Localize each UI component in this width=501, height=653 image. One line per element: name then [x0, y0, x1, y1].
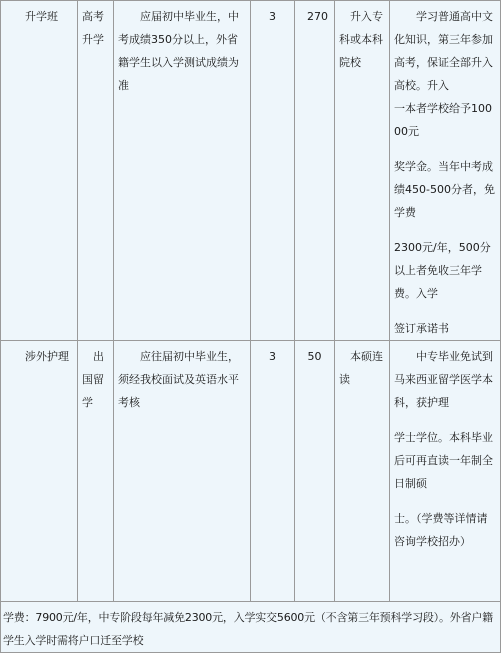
- note-line: 中专毕业免试到马来西亚留学医学本科，获护理: [394, 350, 493, 409]
- note-line: 2300元/年，500分以上者免收三年学费。入学: [394, 241, 491, 300]
- tuition-footer: 学费：7900元/年，中专阶段每年减免2300元，入学实交5600元（不含第三年预科学习段）。外省户籍学生入学时需将户口迁至学校: [1, 602, 501, 653]
- note-line: 学习普通高中文化知识，第三年参加高考，保证全部升入高校。升入: [394, 10, 493, 92]
- program-quota: 50: [295, 341, 335, 602]
- program-note: [390, 1, 501, 341]
- program-quota: 270: [295, 1, 335, 341]
- note-line: 后可再直读一年制全日制硕: [394, 454, 493, 490]
- program-requirement: 应往届初中毕业生，须经我校面试及英语水平考核: [114, 341, 251, 602]
- program-years: 3: [251, 1, 295, 341]
- note-line: 一本者学校给予10000元: [394, 102, 492, 138]
- program-note: [390, 341, 501, 602]
- program-name: 升学班: [1, 1, 78, 341]
- program-years: 3: [251, 341, 295, 602]
- table-row: [1, 1, 501, 341]
- note-line: 学士学位。本科毕业: [394, 431, 493, 444]
- program-level: 升入专科或本科院校: [335, 1, 390, 341]
- note-line: 士。（学费等详情请咨询学校招办）: [394, 512, 488, 548]
- table-row: [1, 602, 501, 653]
- note-line: 奖学金。当年中考成绩450-500分者，免学费: [394, 160, 495, 219]
- program-type: 高考升学: [78, 1, 114, 341]
- note-line: 签订承诺书: [394, 322, 449, 335]
- program-level: 本硕连读: [335, 341, 390, 602]
- program-requirement: 应届初中毕业生，中考成绩350分以上，外省籍学生以入学测试成绩为准: [114, 1, 251, 341]
- program-name: 涉外护理: [1, 341, 78, 602]
- program-type: 出国留学: [78, 341, 114, 602]
- table-row: [1, 341, 501, 602]
